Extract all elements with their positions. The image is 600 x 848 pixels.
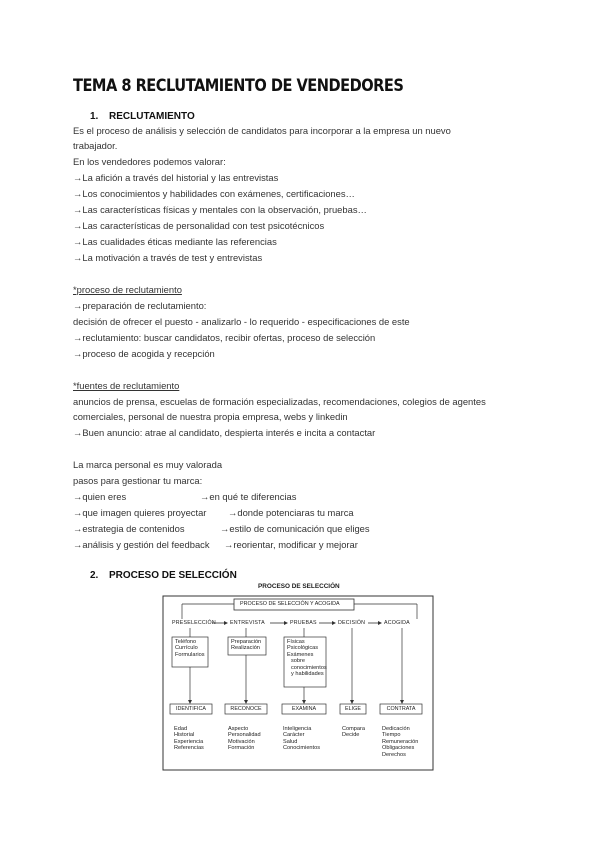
subheading-proceso: *proceso de reclutamiento: [73, 284, 182, 295]
list-item: →Las características físicas y mentales con la observación, pruebas…: [73, 204, 367, 215]
stage-detail-list: [231, 639, 261, 652]
outcome-label: CONTRATA: [386, 706, 416, 712]
section-number: 2.: [90, 570, 99, 581]
marca-step: →que imagen quieres proyectar: [73, 507, 207, 518]
detail-item: Compara: [342, 726, 366, 732]
list-item: →La motivación a través de test y entrevistas: [73, 252, 263, 263]
detail-item: Realización: [231, 645, 260, 652]
detail-item: y habilidades: [291, 671, 324, 678]
detail-item: Motivación: [228, 738, 255, 745]
list-item: →reclutamiento: buscar candidatos, recibir ofertas, proceso de selección: [73, 332, 376, 343]
detail-item: Historial: [174, 732, 195, 739]
detail-item: Conocimientos: [283, 745, 320, 752]
detail-item: sobre: [291, 658, 305, 665]
detail-item: Carácter: [283, 732, 305, 739]
marca-step: →donde potenciaras tu marca: [228, 507, 354, 518]
section-title: PROCESO DE SELECCIÓN: [109, 570, 237, 581]
diagram-banner: PROCESO DE SELECCIÓN Y ACOGIDA: [240, 601, 340, 607]
marca-step: →estrategia de contenidos: [73, 523, 185, 534]
paragraph-line: En los vendedores podemos valorar:: [73, 156, 226, 167]
stage-detail-list: [175, 639, 205, 658]
marca-step: →quien eres: [73, 491, 127, 502]
detail-item: Personalidad: [228, 732, 261, 739]
list-item: →Las cualidades éticas mediante las referencias: [73, 236, 277, 247]
stage-label: PRUEBAS: [290, 620, 317, 626]
detail-item: Edad: [174, 726, 188, 732]
detail-item: Dedicación: [382, 726, 410, 732]
outcome-detail-list: [283, 726, 320, 752]
detail-item: Currículo: [175, 645, 198, 652]
section-title: RECLUTAMIENTO: [109, 111, 195, 122]
marca-step: →reorientar, modificar y mejorar: [224, 539, 358, 550]
stage-label: PRESELECCIÓN: [172, 620, 216, 626]
detail-item: Preparación: [231, 639, 262, 645]
outcome-label: RECONOCE: [230, 706, 262, 712]
outcome-detail-list: [228, 726, 261, 752]
stage-label: ENTREVISTA: [230, 620, 265, 626]
section-heading-proceso-seleccion: [90, 570, 237, 581]
detail-item: Referencias: [174, 745, 204, 752]
detail-item: Experiencia: [174, 738, 204, 745]
marca-step: →estilo de comunicación que eliges: [220, 523, 370, 534]
marca-step: →análisis y gestión del feedback: [73, 539, 210, 550]
list-item: →preparación de reclutamiento:: [73, 300, 207, 311]
detail-item: Formación: [228, 745, 255, 752]
stage-detail-list: [287, 639, 327, 677]
detail-item: Derechos: [382, 751, 406, 758]
paragraph-line: decisión de ofrecer el puesto - analizarlo - lo requerido - especificaciones de este: [73, 316, 410, 327]
marca-row: [73, 523, 533, 535]
marca-step: →en qué te diferencias: [200, 491, 297, 502]
section-heading-reclutamiento: [90, 111, 195, 122]
marca-row: [73, 539, 533, 551]
outcome-detail-list: [174, 726, 204, 752]
detail-item: Exámenes: [287, 651, 314, 658]
detail-item: Salud: [283, 738, 298, 745]
list-item: →Las características de personalidad con test psicotécnicos: [73, 220, 325, 231]
list-item: →Los conocimientos y habilidades con exámenes, certificaciones…: [73, 188, 355, 199]
outcome-detail-list: [342, 726, 365, 739]
paragraph-line: Es el proceso de análisis y selección de candidatos para incorporar a la empresa un nuevo: [73, 125, 451, 136]
detail-item: Teléfono: [175, 639, 197, 645]
detail-item: Psicológicas: [287, 645, 319, 652]
diagram-title: PROCESO DE SELECCIÓN: [258, 583, 340, 590]
detail-item: Decide: [342, 732, 360, 739]
detail-item: Físicas: [287, 639, 305, 645]
paragraph-line: pasos para gestionar tu marca:: [73, 475, 203, 486]
detail-item: conocimientos: [291, 664, 327, 671]
detail-item: Inteligencia: [283, 726, 312, 732]
stage-label: DECISIÓN: [338, 620, 366, 626]
list-item: →La afición a través del historial y las entrevistas: [73, 172, 279, 183]
outcome-label: EXAMINA: [291, 706, 317, 712]
stage-label: ACOGIDA: [384, 620, 410, 626]
list-item: →Buen anuncio: atrae al candidato, despierta interés e incita a contactar: [73, 427, 376, 438]
marca-row: [73, 491, 533, 503]
outcome-label: IDENTIFICA: [176, 706, 206, 712]
outcome-detail-list: [382, 726, 418, 758]
section-number: 1.: [90, 111, 99, 122]
outcome-label: ELIGE: [345, 706, 361, 712]
marca-row: [73, 507, 533, 519]
page-title: TEMA 8 RECLUTAMIENTO DE VENDEDORES: [73, 76, 404, 96]
paragraph-line: trabajador.: [73, 140, 118, 151]
detail-item: Tiempo: [382, 732, 401, 739]
detail-item: Aspecto: [228, 726, 249, 732]
subheading-fuentes: *fuentes de reclutamiento: [73, 380, 180, 391]
selection-process-diagram: [162, 581, 434, 771]
paragraph-line: La marca personal es muy valorada: [73, 459, 223, 470]
detail-item: Remuneración: [382, 738, 419, 745]
paragraph-line: comerciales, personal de nuestra propia empresa, webs y linkedin: [73, 411, 348, 422]
detail-item: Formularios: [175, 651, 205, 658]
paragraph-line: anuncios de prensa, escuelas de formación especializadas, recomendaciones, colegios de agentes: [73, 396, 486, 407]
detail-item: Obligaciones: [382, 745, 415, 752]
list-item: →proceso de acogida y recepción: [73, 348, 215, 359]
